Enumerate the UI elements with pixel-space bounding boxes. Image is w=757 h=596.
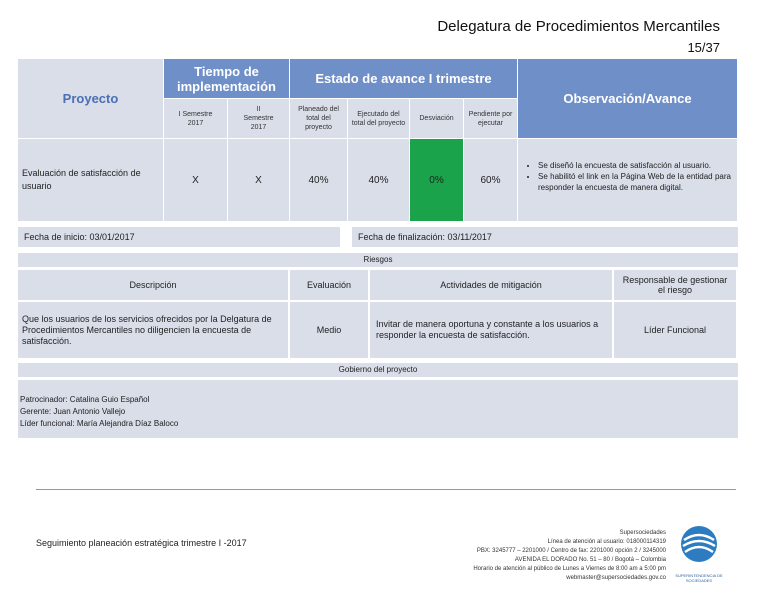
riesgo-descripcion: Que los usuarios de los servicios ofrecidos por la Delgatura de Procedimientos Mercantiles no diligencien la encuesta de satisfacción. (18, 302, 290, 360)
logo-text: SUPERINTENDENCIA DE SOCIEDADES (675, 573, 723, 583)
riesgos-header-responsable: Responsable de gestionar el riesgo (614, 270, 738, 302)
observacion-item: • Se diseñó la encuesta de satisfacción al usuario. (538, 160, 731, 171)
desviacion-value: 0% (410, 139, 464, 222)
gerente: Gerente: Juan Antonio Vallejo (20, 407, 126, 416)
riesgo-responsable: Líder Funcional (614, 302, 738, 360)
riesgo-evaluacion: Medio (290, 302, 370, 360)
page-title: Delegatura de Procedimientos Mercantiles (437, 18, 720, 35)
observacion-cell (518, 139, 738, 222)
observacion-item: • Se habilitó el link en la Página Web de la entidad para responder la encuesta de manera digital. (538, 171, 731, 193)
ejecutado-value: 40% (348, 139, 410, 222)
footer-contact (420, 529, 666, 583)
supersociedades-logo (674, 524, 724, 582)
riesgos-title: Riesgos (18, 253, 738, 267)
pendiente-value: 60% (464, 139, 518, 222)
fecha-inicio: Fecha de inicio: 03/01/2017 (18, 227, 340, 247)
logo-emblem-icon (674, 524, 724, 568)
footer-line: PBX: 3245777 – 2201000 / Centro de fax: 2201000 opción 2 / 3245000 (476, 548, 666, 554)
header-tiempo: Tiempo de implementación (164, 59, 290, 99)
footer-divider (36, 489, 736, 490)
header-estado: Estado de avance I trimestre (290, 59, 518, 99)
lider-funcional: Líder funcional: María Alejandra Díaz Baloco (20, 419, 179, 428)
planeado-value: 40% (290, 139, 348, 222)
header-sem2: II Semestre 2017 (228, 99, 290, 139)
footer-email-link[interactable]: webmaster@supersociedades.gov.co (566, 575, 666, 581)
header-planeado: Planeado del total del proyecto (290, 99, 348, 139)
header-ejecutado: Ejecutado del total del proyecto (348, 99, 410, 139)
footer-line: AVENIDA EL DORADO No. 51 – 80 / Bogotá – Colombia (514, 557, 666, 563)
gobierno-title: Gobierno del proyecto (18, 363, 738, 377)
sem2-mark: X (228, 139, 290, 222)
footer-line: Horario de atención al público de Lunes a Viernes de 8:00 am a 5:00 pm (473, 566, 666, 572)
gobierno-body (18, 380, 738, 438)
project-table (18, 59, 738, 222)
header-desviacion: Desviación (410, 99, 464, 139)
riesgo-actividades: Invitar de manera oportuna y constante a los usuarios a responder la encuesta de satisfacción. (370, 302, 614, 360)
header-observacion: Observación/Avance (518, 59, 738, 139)
footer-line: Supersociedades (619, 530, 666, 536)
header-proyecto: Proyecto (18, 59, 164, 139)
sem1-mark: X (164, 139, 228, 222)
patrocinador: Patrocinador: Catalina Guio Español (20, 395, 150, 404)
riesgos-table (18, 270, 738, 360)
header-pendiente: Pendiente por ejecutar (464, 99, 518, 139)
riesgos-header-descripcion: Descripción (18, 270, 290, 302)
header-sem1: I Semestre 2017 (164, 99, 228, 139)
footer-caption: Seguimiento planeación estratégica trimestre I -2017 (36, 538, 247, 548)
footer-line: Línea de atención al usuario: 018000114319 (547, 539, 666, 545)
page-number: 15/37 (687, 40, 720, 55)
riesgos-header-actividades: Actividades de mitigación (370, 270, 614, 302)
riesgos-header-evaluacion: Evaluación (290, 270, 370, 302)
fecha-fin: Fecha de finalización: 03/11/2017 (352, 227, 738, 247)
project-name: Evaluación de satisfacción de usuario (18, 139, 164, 222)
